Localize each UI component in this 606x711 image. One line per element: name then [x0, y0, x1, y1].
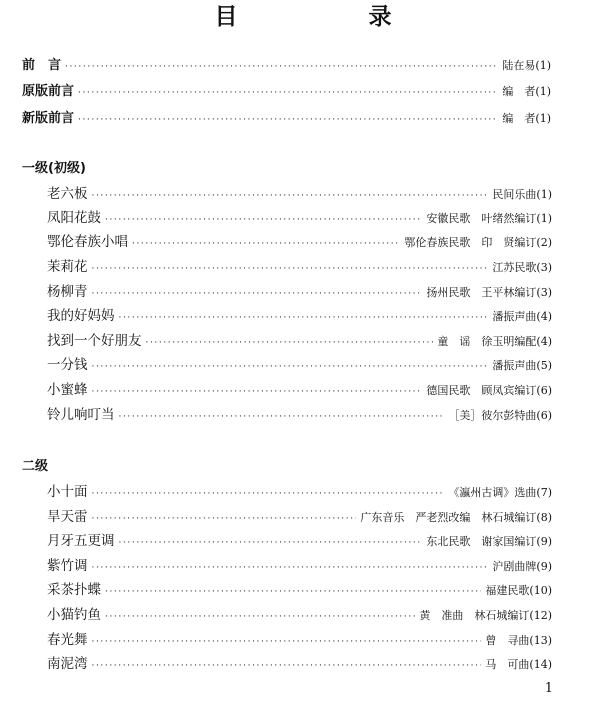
entry-page: (6): [536, 409, 552, 422]
toc-entry[interactable]: [47, 630, 552, 650]
entry-author: 陆在易: [502, 59, 536, 72]
entry-title: 一分钱: [47, 357, 88, 373]
entry-page: (7): [536, 486, 552, 499]
entry-author: 德国民歌 顾凤宾编订: [426, 384, 537, 397]
entry-title: 前 言: [22, 58, 62, 73]
entry-author: 广东音乐 严老烈改编 林石城编订: [360, 511, 537, 524]
leader-dots: [92, 284, 423, 304]
leader-dots: [119, 407, 445, 427]
leader-dots: [92, 558, 489, 578]
section-heading: 二级: [22, 459, 49, 474]
entry-title: 春光舞: [47, 632, 88, 648]
entry-author: 编 者: [502, 85, 536, 98]
leader-dots: [78, 110, 498, 130]
leader-dots: [92, 656, 482, 676]
toc-entry-new-preface[interactable]: [22, 109, 551, 129]
entry-author: 民间乐曲: [492, 188, 537, 201]
entry-title: 凤阳花鼓: [47, 210, 101, 226]
entry-page: (3): [536, 261, 552, 274]
entry-author: 福建民歌: [485, 584, 530, 597]
toc-entry[interactable]: [47, 605, 552, 625]
entry-author: 安徽民歌 叶绪然编订: [426, 212, 537, 225]
leader-dots: [105, 582, 481, 602]
toc-entry[interactable]: [47, 355, 552, 375]
entry-author: 曾 寻曲: [485, 634, 530, 647]
entry-title: 原版前言: [22, 84, 75, 99]
toc-entry[interactable]: [47, 482, 552, 502]
leader-dots: [92, 632, 482, 652]
leader-dots: [119, 533, 423, 553]
entry-author: 鄂伦春族民歌 印 贤编订: [404, 236, 537, 249]
entry-author: 潘振声曲: [492, 359, 537, 372]
entry-author: 东北民歌 谢家国编订: [426, 535, 537, 548]
entry-author: 潘振声曲: [492, 310, 537, 323]
entry-title: 找到一个好朋友: [47, 333, 142, 349]
entry-author: 《瀛州古调》选曲: [448, 486, 537, 499]
toc-entry[interactable]: [47, 257, 552, 277]
entry-page: (1): [535, 59, 551, 72]
entry-author: 江苏民歌: [492, 261, 537, 274]
entry-title: 小蜜蜂: [47, 382, 88, 398]
entry-page: (1): [535, 112, 551, 125]
toc-entry[interactable]: [47, 531, 552, 551]
entry-author: 黄 准曲 林石城编订: [419, 609, 530, 622]
entry-title: 新版前言: [22, 111, 75, 126]
entry-title: 杨柳青: [47, 284, 88, 300]
entry-page: (5): [536, 359, 552, 372]
entry-page: (12): [529, 609, 552, 622]
entry-title: 鄂伦春族小唱: [47, 234, 128, 250]
entry-author: 沪剧曲牌: [492, 560, 537, 573]
leader-dots: [92, 509, 357, 529]
leader-dots: [119, 308, 489, 328]
leader-dots: [92, 186, 489, 206]
toc-entry-preface[interactable]: [22, 56, 551, 76]
entry-title: 小十面: [47, 484, 88, 500]
entry-author: 马 可曲: [485, 658, 530, 671]
leader-dots: [105, 210, 422, 230]
entry-page: (4): [536, 335, 552, 348]
entry-title: 小猫钓鱼: [47, 607, 101, 623]
leader-dots: [92, 484, 445, 504]
leader-dots: [65, 57, 498, 77]
leader-dots: [105, 607, 415, 627]
toc-entry[interactable]: [47, 580, 552, 600]
leader-dots: [92, 382, 423, 402]
toc-entry[interactable]: [47, 208, 552, 228]
toc-entry[interactable]: [47, 232, 552, 252]
entry-page: (9): [536, 535, 552, 548]
leader-dots: [92, 357, 489, 377]
entry-title: 南泥湾: [47, 656, 88, 672]
toc-entry[interactable]: [47, 331, 552, 351]
entry-page: (6): [536, 384, 552, 397]
entry-title: 老六板: [47, 186, 88, 202]
entry-page: (8): [536, 511, 552, 524]
page-number: 1: [544, 681, 553, 696]
entry-page: (9): [536, 560, 552, 573]
entry-author: 童 谣 徐玉明编配: [437, 335, 537, 348]
leader-dots: [92, 259, 489, 279]
entry-page: (2): [536, 236, 552, 249]
entry-title: 采茶扑蝶: [47, 582, 101, 598]
page-title: 目 录: [214, 4, 446, 30]
toc-entry[interactable]: [47, 556, 552, 576]
toc-entry[interactable]: [47, 282, 552, 302]
toc-entry[interactable]: [47, 184, 552, 204]
entry-author: ［美］彼尔彭特曲: [448, 409, 537, 422]
entry-page: (3): [536, 286, 552, 299]
leader-dots: [132, 234, 400, 254]
entry-page: (1): [536, 188, 552, 201]
entry-page: (1): [535, 85, 551, 98]
entry-page: (4): [536, 310, 552, 323]
entry-page: (13): [529, 634, 552, 647]
toc-entry[interactable]: [47, 405, 552, 425]
entry-title: 铃儿响叮当: [47, 407, 115, 423]
section-heading: 一级(初级): [22, 161, 86, 176]
toc-entry[interactable]: [47, 507, 552, 527]
entry-title: 旱天雷: [47, 509, 88, 525]
entry-page: (10): [529, 584, 552, 597]
entry-page: (14): [529, 658, 552, 671]
entry-author: 扬州民歌 王平林编订: [426, 286, 537, 299]
toc-entry[interactable]: [47, 306, 552, 326]
entry-author: 编 者: [502, 112, 536, 125]
entry-title: 紫竹调: [47, 558, 88, 574]
entry-title: 茉莉花: [47, 259, 88, 275]
leader-dots: [146, 333, 434, 353]
entry-page: (1): [536, 212, 552, 225]
leader-dots: [78, 83, 498, 103]
entry-title: 月牙五更调: [47, 533, 115, 549]
toc-entry-original-preface[interactable]: [22, 82, 551, 102]
entry-title: 我的好妈妈: [47, 308, 115, 324]
toc-entry[interactable]: [47, 380, 552, 400]
toc-entry[interactable]: [47, 654, 552, 674]
